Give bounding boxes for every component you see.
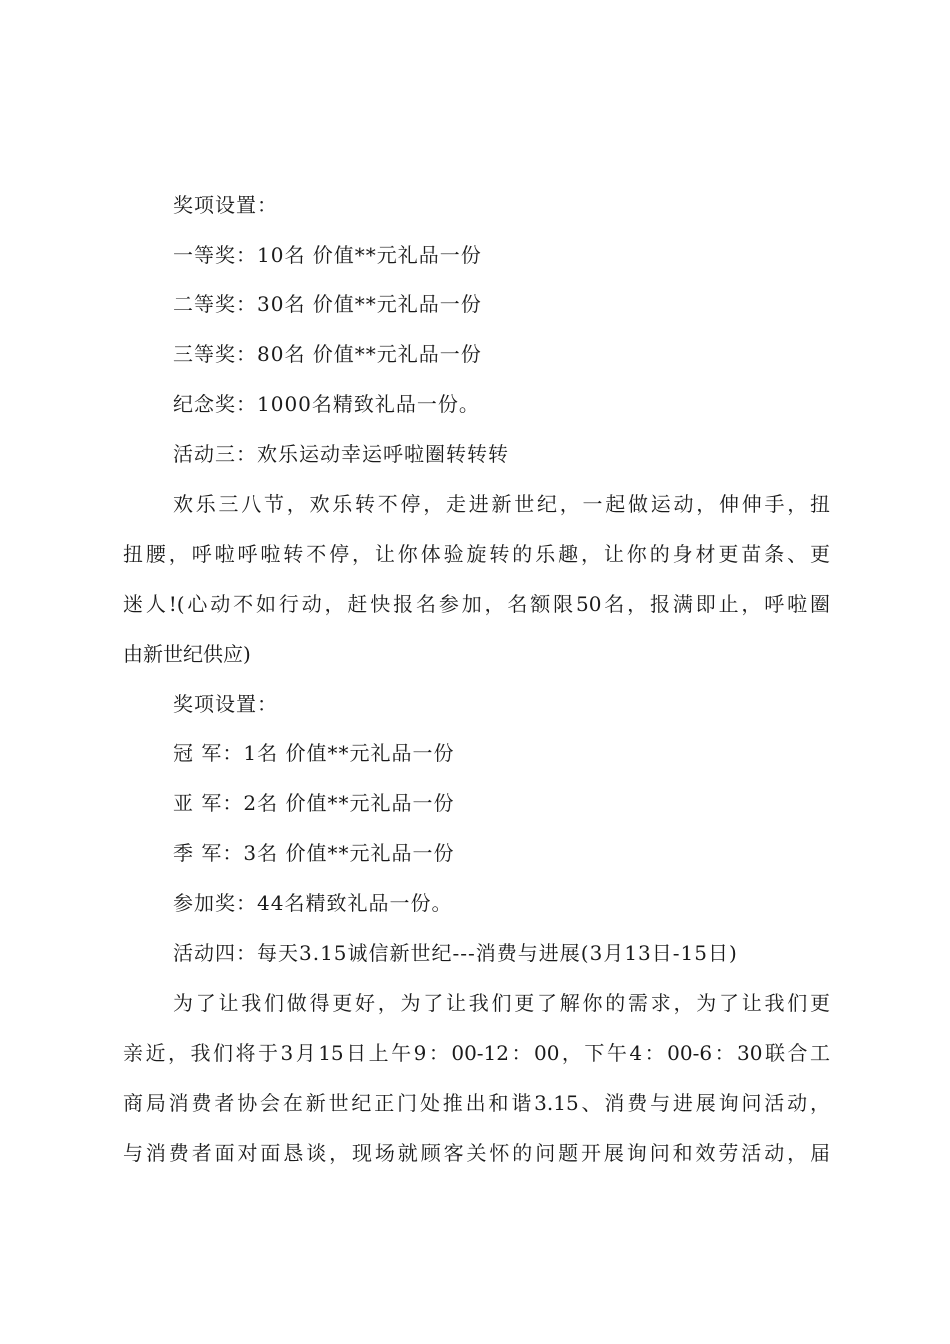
third-prize-line: 三等奖：80名 价值**元礼品一份 <box>173 342 482 366</box>
activity-four-heading: 活动四：每天3.15诚信新世纪---消费与进展(3月13日-15日) <box>173 941 738 965</box>
third-place-line: 季 军：3名 价值**元礼品一份 <box>173 841 455 865</box>
paragraph-2-line-4: 与消费者面对面恳谈，现场就顾客关怀的问题开展询问和效劳活动，届 <box>123 1141 830 1165</box>
paragraph-2-line-1: 为了让我们做得更好，为了让我们更了解你的需求，为了让我们更 <box>173 991 830 1015</box>
paragraph-2-line-3: 商局消费者协会在新世纪正门处推出和谐3.15、消费与进展询问活动， <box>123 1091 830 1115</box>
paragraph-1-line-1: 欢乐三八节，欢乐转不停，走进新世纪，一起做运动，伸伸手，扭 <box>173 492 830 516</box>
paragraph-1-line-4: 由新世纪供应) <box>123 642 251 666</box>
second-prize-line: 二等奖：30名 价值**元礼品一份 <box>173 292 482 316</box>
paragraph-1-line-2: 扭腰，呼啦呼啦转不停，让你体验旋转的乐趣，让你的身材更苗条、更 <box>123 542 830 566</box>
activity-three-heading: 活动三：欢乐运动幸运呼啦圈转转转 <box>173 442 509 466</box>
participation-prize-line: 参加奖：44名精致礼品一份。 <box>173 891 453 915</box>
awards-heading-2: 奖项设置： <box>173 692 278 716</box>
runner-up-line: 亚 军：2名 价值**元礼品一份 <box>173 791 455 815</box>
paragraph-2-line-2: 亲近，我们将于3月15日上午9：00-12：00，下午4：00-6：30联合工 <box>123 1041 830 1065</box>
awards-heading-1: 奖项设置： <box>173 193 278 217</box>
souvenir-prize-line: 纪念奖：1000名精致礼品一份。 <box>173 392 480 416</box>
paragraph-1-line-3: 迷人!(心动不如行动，赶快报名参加，名额限50名，报满即止，呼啦圈 <box>123 592 830 616</box>
champion-line: 冠 军：1名 价值**元礼品一份 <box>173 741 455 765</box>
first-prize-line: 一等奖：10名 价值**元礼品一份 <box>173 243 482 267</box>
